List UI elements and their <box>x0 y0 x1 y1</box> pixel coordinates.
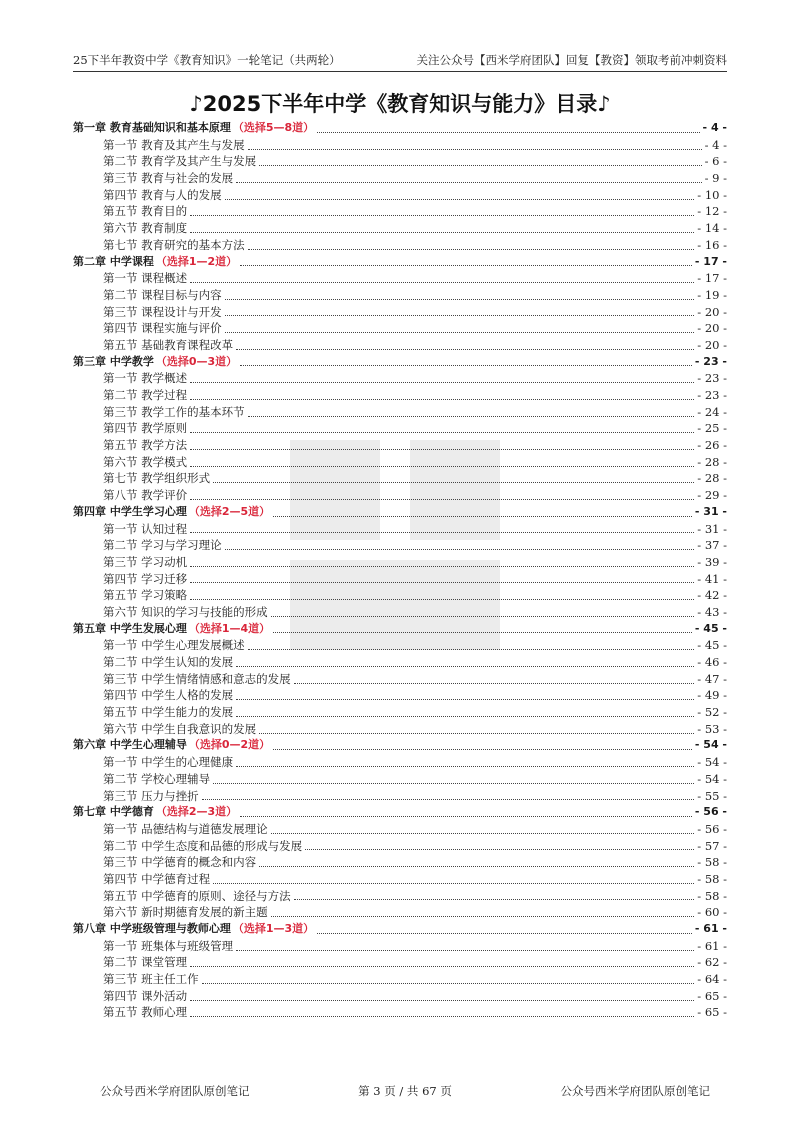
toc-section-entry[interactable] <box>73 1004 727 1021</box>
toc-chapter-entry[interactable] <box>73 120 727 137</box>
section-title: 第一节 中学生心理发展概述 <box>103 638 245 653</box>
chapter-page-number: - 31 - <box>694 504 727 518</box>
toc-chapter-entry[interactable] <box>73 254 727 271</box>
section-page-number: - 20 - <box>697 337 727 352</box>
dot-leader <box>236 716 694 717</box>
chapter-question-count: （选择1—4道） <box>188 621 271 635</box>
toc-section-entry[interactable] <box>73 721 727 738</box>
section-title: 第一节 认知过程 <box>103 521 188 536</box>
section-page-number: - 24 - <box>697 404 727 419</box>
section-title: 第六节 新时期德育发展的新主题 <box>103 905 268 920</box>
toc-section-entry[interactable] <box>73 237 727 254</box>
toc-section-entry[interactable] <box>73 637 727 654</box>
section-title: 第五节 教学方法 <box>103 438 188 453</box>
toc-section-entry[interactable] <box>73 587 727 604</box>
table-of-contents <box>73 120 727 1021</box>
section-title: 第三节 压力与挫折 <box>103 788 199 803</box>
section-page-number: - 31 - <box>697 521 727 536</box>
section-page-number: - 55 - <box>697 788 727 803</box>
section-title: 第八节 教学评价 <box>103 488 188 503</box>
section-title: 第六节 教育制度 <box>103 221 188 236</box>
toc-section-entry[interactable] <box>73 971 727 988</box>
toc-section-entry[interactable] <box>73 554 727 571</box>
section-title: 第二节 学校心理辅导 <box>103 771 211 786</box>
section-page-number: - 60 - <box>697 905 727 920</box>
chapter-page-number: - 23 - <box>694 354 727 368</box>
section-page-number: - 37 - <box>697 538 727 553</box>
section-title: 第六节 教学模式 <box>103 454 188 469</box>
toc-section-entry[interactable] <box>73 220 727 237</box>
chapter-question-count: （选择1—2道） <box>155 254 238 268</box>
dot-leader <box>248 149 702 150</box>
chapter-question-count: （选择2—3道） <box>155 805 238 819</box>
section-page-number: - 52 - <box>697 705 727 720</box>
section-page-number: - 28 - <box>697 454 727 469</box>
page-footer <box>100 1083 710 1099</box>
dot-leader <box>259 866 694 867</box>
chapter-page-number: - 17 - <box>694 254 727 268</box>
toc-section-entry[interactable] <box>73 370 727 387</box>
section-page-number: - 41 - <box>697 571 727 586</box>
toc-section-entry[interactable] <box>73 854 727 871</box>
section-title: 第七节 教学组织形式 <box>103 471 211 486</box>
section-page-number: - 58 - <box>697 888 727 903</box>
toc-section-entry[interactable] <box>73 470 727 487</box>
toc-section-entry[interactable] <box>73 888 727 905</box>
section-title: 第六节 中学生自我意识的发展 <box>103 721 257 736</box>
chapter-page-number: - 61 - <box>694 922 727 935</box>
chapter-page-number: - 54 - <box>694 738 727 752</box>
chapter-title: 第五章 中学生发展心理 <box>73 621 187 635</box>
page-number: 第 3 页 / 共 67 页 <box>358 1084 452 1098</box>
chapter-title: 第一章 教育基础知识和基本原理 <box>73 121 231 134</box>
section-title: 第四节 教学原则 <box>103 421 188 436</box>
dot-leader <box>259 733 694 734</box>
toc-section-entry[interactable] <box>73 771 727 788</box>
dot-leader <box>240 365 692 366</box>
section-page-number: - 54 - <box>697 755 727 770</box>
header-right-text: 关注公众号【西米学府团队】回复【教资】领取考前冲刺资料 <box>416 53 727 67</box>
toc-section-entry[interactable] <box>73 203 727 220</box>
section-page-number: - 49 - <box>697 688 727 703</box>
section-title: 第三节 教育与社会的发展 <box>103 171 234 186</box>
section-title: 第五节 教师心理 <box>103 1005 188 1020</box>
section-title: 第一节 教学概述 <box>103 371 188 386</box>
section-title: 第四节 课外活动 <box>103 988 188 1003</box>
section-title: 第二节 中学生态度和品德的形成与发展 <box>103 838 303 853</box>
toc-section-entry[interactable] <box>73 788 727 805</box>
section-page-number: - 26 - <box>697 438 727 453</box>
section-title: 第四节 中学德育过程 <box>103 871 211 886</box>
chapter-question-count: （选择5—8道） <box>232 121 315 134</box>
toc-section-entry[interactable] <box>73 287 727 304</box>
dot-leader <box>190 582 694 583</box>
dot-leader <box>236 182 701 183</box>
dot-leader <box>190 1016 694 1017</box>
dot-leader <box>190 566 694 567</box>
dot-leader <box>213 482 694 483</box>
dot-leader <box>273 516 692 517</box>
toc-section-entry[interactable] <box>73 904 727 921</box>
toc-section-entry[interactable] <box>73 137 727 154</box>
chapter-title: 第二章 中学课程 <box>73 254 154 268</box>
toc-section-entry[interactable] <box>73 487 727 504</box>
section-title: 第六节 知识的学习与技能的形成 <box>103 604 268 619</box>
section-page-number: - 12 - <box>697 204 727 219</box>
section-title: 第二节 中学生认知的发展 <box>103 655 234 669</box>
chapter-title: 第三章 中学教学 <box>73 354 154 368</box>
section-title: 第五节 学习策略 <box>103 588 188 603</box>
section-page-number: - 61 - <box>697 938 727 953</box>
dot-leader <box>248 416 695 417</box>
page-header <box>73 50 727 72</box>
toc-section-entry[interactable] <box>73 537 727 554</box>
dot-leader <box>202 799 695 800</box>
section-title: 第五节 中学生能力的发展 <box>103 705 234 720</box>
section-page-number: - 58 - <box>697 871 727 886</box>
dot-leader <box>317 132 699 133</box>
chapter-title: 第六章 中学生心理辅导 <box>73 738 187 752</box>
section-page-number: - 39 - <box>697 554 727 569</box>
chapter-page-number: - 45 - <box>694 621 727 635</box>
section-page-number: - 19 - <box>697 287 727 302</box>
toc-section-entry[interactable] <box>73 821 727 838</box>
section-title: 第一节 班集体与班级管理 <box>103 938 234 953</box>
dot-leader <box>248 649 695 650</box>
section-title: 第一节 中学生的心理健康 <box>103 755 234 770</box>
toc-chapter-entry[interactable] <box>73 921 727 938</box>
dot-leader <box>190 215 694 216</box>
header-left-text: 25下半年教资中学《教育知识》一轮笔记（共两轮） <box>73 53 341 67</box>
dot-leader <box>305 849 694 850</box>
dot-leader <box>236 699 694 700</box>
section-page-number: - 16 - <box>697 237 727 252</box>
section-page-number: - 42 - <box>697 588 727 603</box>
dot-leader <box>271 833 695 834</box>
section-page-number: - 9 - <box>704 171 727 186</box>
toc-section-entry[interactable] <box>73 871 727 888</box>
dot-leader <box>190 966 694 967</box>
section-page-number: - 10 - <box>697 187 727 202</box>
toc-section-entry[interactable] <box>73 153 727 170</box>
chapter-question-count: （选择0—3道） <box>155 354 238 368</box>
section-title: 第四节 中学生人格的发展 <box>103 688 234 703</box>
section-title: 第三节 班主任工作 <box>103 972 199 987</box>
dot-leader <box>236 349 694 350</box>
dot-leader <box>190 399 694 400</box>
dot-leader <box>213 883 694 884</box>
toc-chapter-entry[interactable] <box>73 737 727 754</box>
dot-leader <box>190 432 694 433</box>
section-page-number: - 6 - <box>704 154 727 169</box>
footer-right-text: 公众号西米学府团队原创笔记 <box>560 1084 710 1098</box>
dot-leader <box>248 249 695 250</box>
toc-section-entry[interactable] <box>73 604 727 621</box>
toc-section-entry[interactable] <box>73 938 727 955</box>
section-title: 第三节 中学德育的概念和内容 <box>103 855 257 870</box>
chapter-title: 第七章 中学德育 <box>73 805 154 819</box>
section-page-number: - 57 - <box>697 838 727 853</box>
section-page-number: - 62 - <box>697 955 727 970</box>
chapter-title: 第八章 中学班级管理与教师心理 <box>73 922 231 935</box>
dot-leader <box>190 532 694 533</box>
dot-leader <box>213 783 694 784</box>
section-page-number: - 46 - <box>697 655 727 669</box>
footer-left-text: 公众号西米学府团队原创笔记 <box>100 1084 250 1098</box>
section-title: 第五节 基础教育课程改革 <box>103 337 234 352</box>
toc-section-entry[interactable] <box>73 754 727 771</box>
section-title: 第四节 教育与人的发展 <box>103 187 222 202</box>
dot-leader <box>225 299 695 300</box>
dot-leader <box>236 766 694 767</box>
dot-leader <box>190 499 694 500</box>
page-title: ♪2025下半年中学《教育知识与能力》目录♪ <box>189 92 611 116</box>
dot-leader <box>259 165 701 166</box>
toc-section-entry[interactable] <box>73 270 727 287</box>
section-title: 第四节 课程实施与评价 <box>103 321 222 336</box>
dot-leader <box>190 599 694 600</box>
dot-leader <box>190 232 694 233</box>
toc-section-entry[interactable] <box>73 187 727 204</box>
dot-leader <box>240 265 692 266</box>
toc-section-entry[interactable] <box>73 304 727 321</box>
toc-section-entry[interactable] <box>73 337 727 354</box>
toc-chapter-entry[interactable] <box>73 354 727 371</box>
toc-chapter-entry[interactable] <box>73 504 727 521</box>
section-page-number: - 23 - <box>697 371 727 386</box>
section-title: 第四节 学习迁移 <box>103 571 188 586</box>
chapter-page-number: - 4 - <box>702 121 727 134</box>
toc-section-entry[interactable] <box>73 521 727 538</box>
chapter-title: 第四章 中学生学习心理 <box>73 504 187 518</box>
section-title: 第五节 中学德育的原则、途径与方法 <box>103 888 291 903</box>
dot-leader <box>273 632 692 633</box>
section-page-number: - 17 - <box>697 271 727 286</box>
section-page-number: - 56 - <box>697 821 727 836</box>
dot-leader <box>294 683 695 684</box>
dot-leader <box>190 466 694 467</box>
section-page-number: - 65 - <box>697 988 727 1003</box>
toc-section-entry[interactable] <box>73 420 727 437</box>
section-title: 第三节 学习动机 <box>103 554 188 569</box>
toc-section-entry[interactable] <box>73 704 727 721</box>
section-title: 第一节 教育及其产生与发展 <box>103 137 245 152</box>
dot-leader <box>271 916 695 917</box>
section-title: 第二节 课程目标与内容 <box>103 287 222 302</box>
dot-leader <box>236 950 694 951</box>
dot-leader <box>225 199 695 200</box>
toc-section-entry[interactable] <box>73 454 727 471</box>
dot-leader <box>225 549 695 550</box>
toc-section-entry[interactable] <box>73 654 727 671</box>
toc-section-entry[interactable] <box>73 838 727 855</box>
section-title: 第二节 教学过程 <box>103 388 188 402</box>
toc-section-entry[interactable] <box>73 988 727 1005</box>
chapter-question-count: （选择2—5道） <box>188 504 271 518</box>
section-page-number: - 65 - <box>697 1005 727 1020</box>
dot-leader <box>190 449 694 450</box>
toc-section-entry[interactable] <box>73 687 727 704</box>
toc-section-entry[interactable] <box>73 571 727 588</box>
dot-leader <box>190 282 694 283</box>
dot-leader <box>317 933 692 934</box>
toc-section-entry[interactable] <box>73 320 727 337</box>
dot-leader <box>225 332 695 333</box>
dot-leader <box>294 899 695 900</box>
dot-leader <box>271 616 695 617</box>
toc-section-entry[interactable] <box>73 671 727 688</box>
toc-section-entry[interactable] <box>73 404 727 421</box>
section-page-number: - 4 - <box>704 137 727 152</box>
section-title: 第三节 教学工作的基本环节 <box>103 404 245 419</box>
section-title: 第一节 课程概述 <box>103 271 188 286</box>
toc-chapter-entry[interactable] <box>73 804 727 821</box>
section-page-number: - 43 - <box>697 604 727 619</box>
dot-leader <box>190 1000 694 1001</box>
section-page-number: - 47 - <box>697 671 727 686</box>
dot-leader <box>236 666 694 667</box>
toc-section-entry[interactable] <box>73 954 727 971</box>
dot-leader <box>190 382 694 383</box>
toc-section-entry[interactable] <box>73 437 727 454</box>
section-page-number: - 28 - <box>697 471 727 486</box>
section-title: 第二节 课堂管理 <box>103 955 188 970</box>
toc-section-entry[interactable] <box>73 170 727 187</box>
section-page-number: - 20 - <box>697 304 727 319</box>
section-page-number: - 29 - <box>697 488 727 503</box>
section-page-number: - 45 - <box>697 638 727 653</box>
section-title: 第二节 教育学及其产生与发展 <box>103 154 257 169</box>
toc-section-entry[interactable] <box>73 387 727 404</box>
section-page-number: - 25 - <box>697 421 727 436</box>
chapter-question-count: （选择0—2道） <box>188 738 271 752</box>
section-title: 第二节 学习与学习理论 <box>103 538 222 553</box>
section-title: 第七节 教育研究的基本方法 <box>103 237 245 252</box>
section-page-number: - 54 - <box>697 771 727 786</box>
section-page-number: - 64 - <box>697 972 727 987</box>
section-page-number: - 53 - <box>697 721 727 736</box>
section-page-number: - 58 - <box>697 855 727 870</box>
section-page-number: - 20 - <box>697 321 727 336</box>
section-page-number: - 23 - <box>697 388 727 402</box>
dot-leader <box>225 315 695 316</box>
dot-leader <box>240 816 692 817</box>
section-title: 第五节 教育目的 <box>103 204 188 219</box>
toc-chapter-entry[interactable] <box>73 621 727 638</box>
section-title: 第三节 课程设计与开发 <box>103 304 222 319</box>
chapter-page-number: - 56 - <box>694 805 727 819</box>
chapter-question-count: （选择1—3道） <box>232 922 315 935</box>
section-title: 第三节 中学生情绪情感和意志的发展 <box>103 671 291 686</box>
section-title: 第一节 品德结构与道德发展理论 <box>103 821 268 836</box>
section-page-number: - 14 - <box>697 221 727 236</box>
dot-leader <box>202 983 695 984</box>
dot-leader <box>273 749 692 750</box>
